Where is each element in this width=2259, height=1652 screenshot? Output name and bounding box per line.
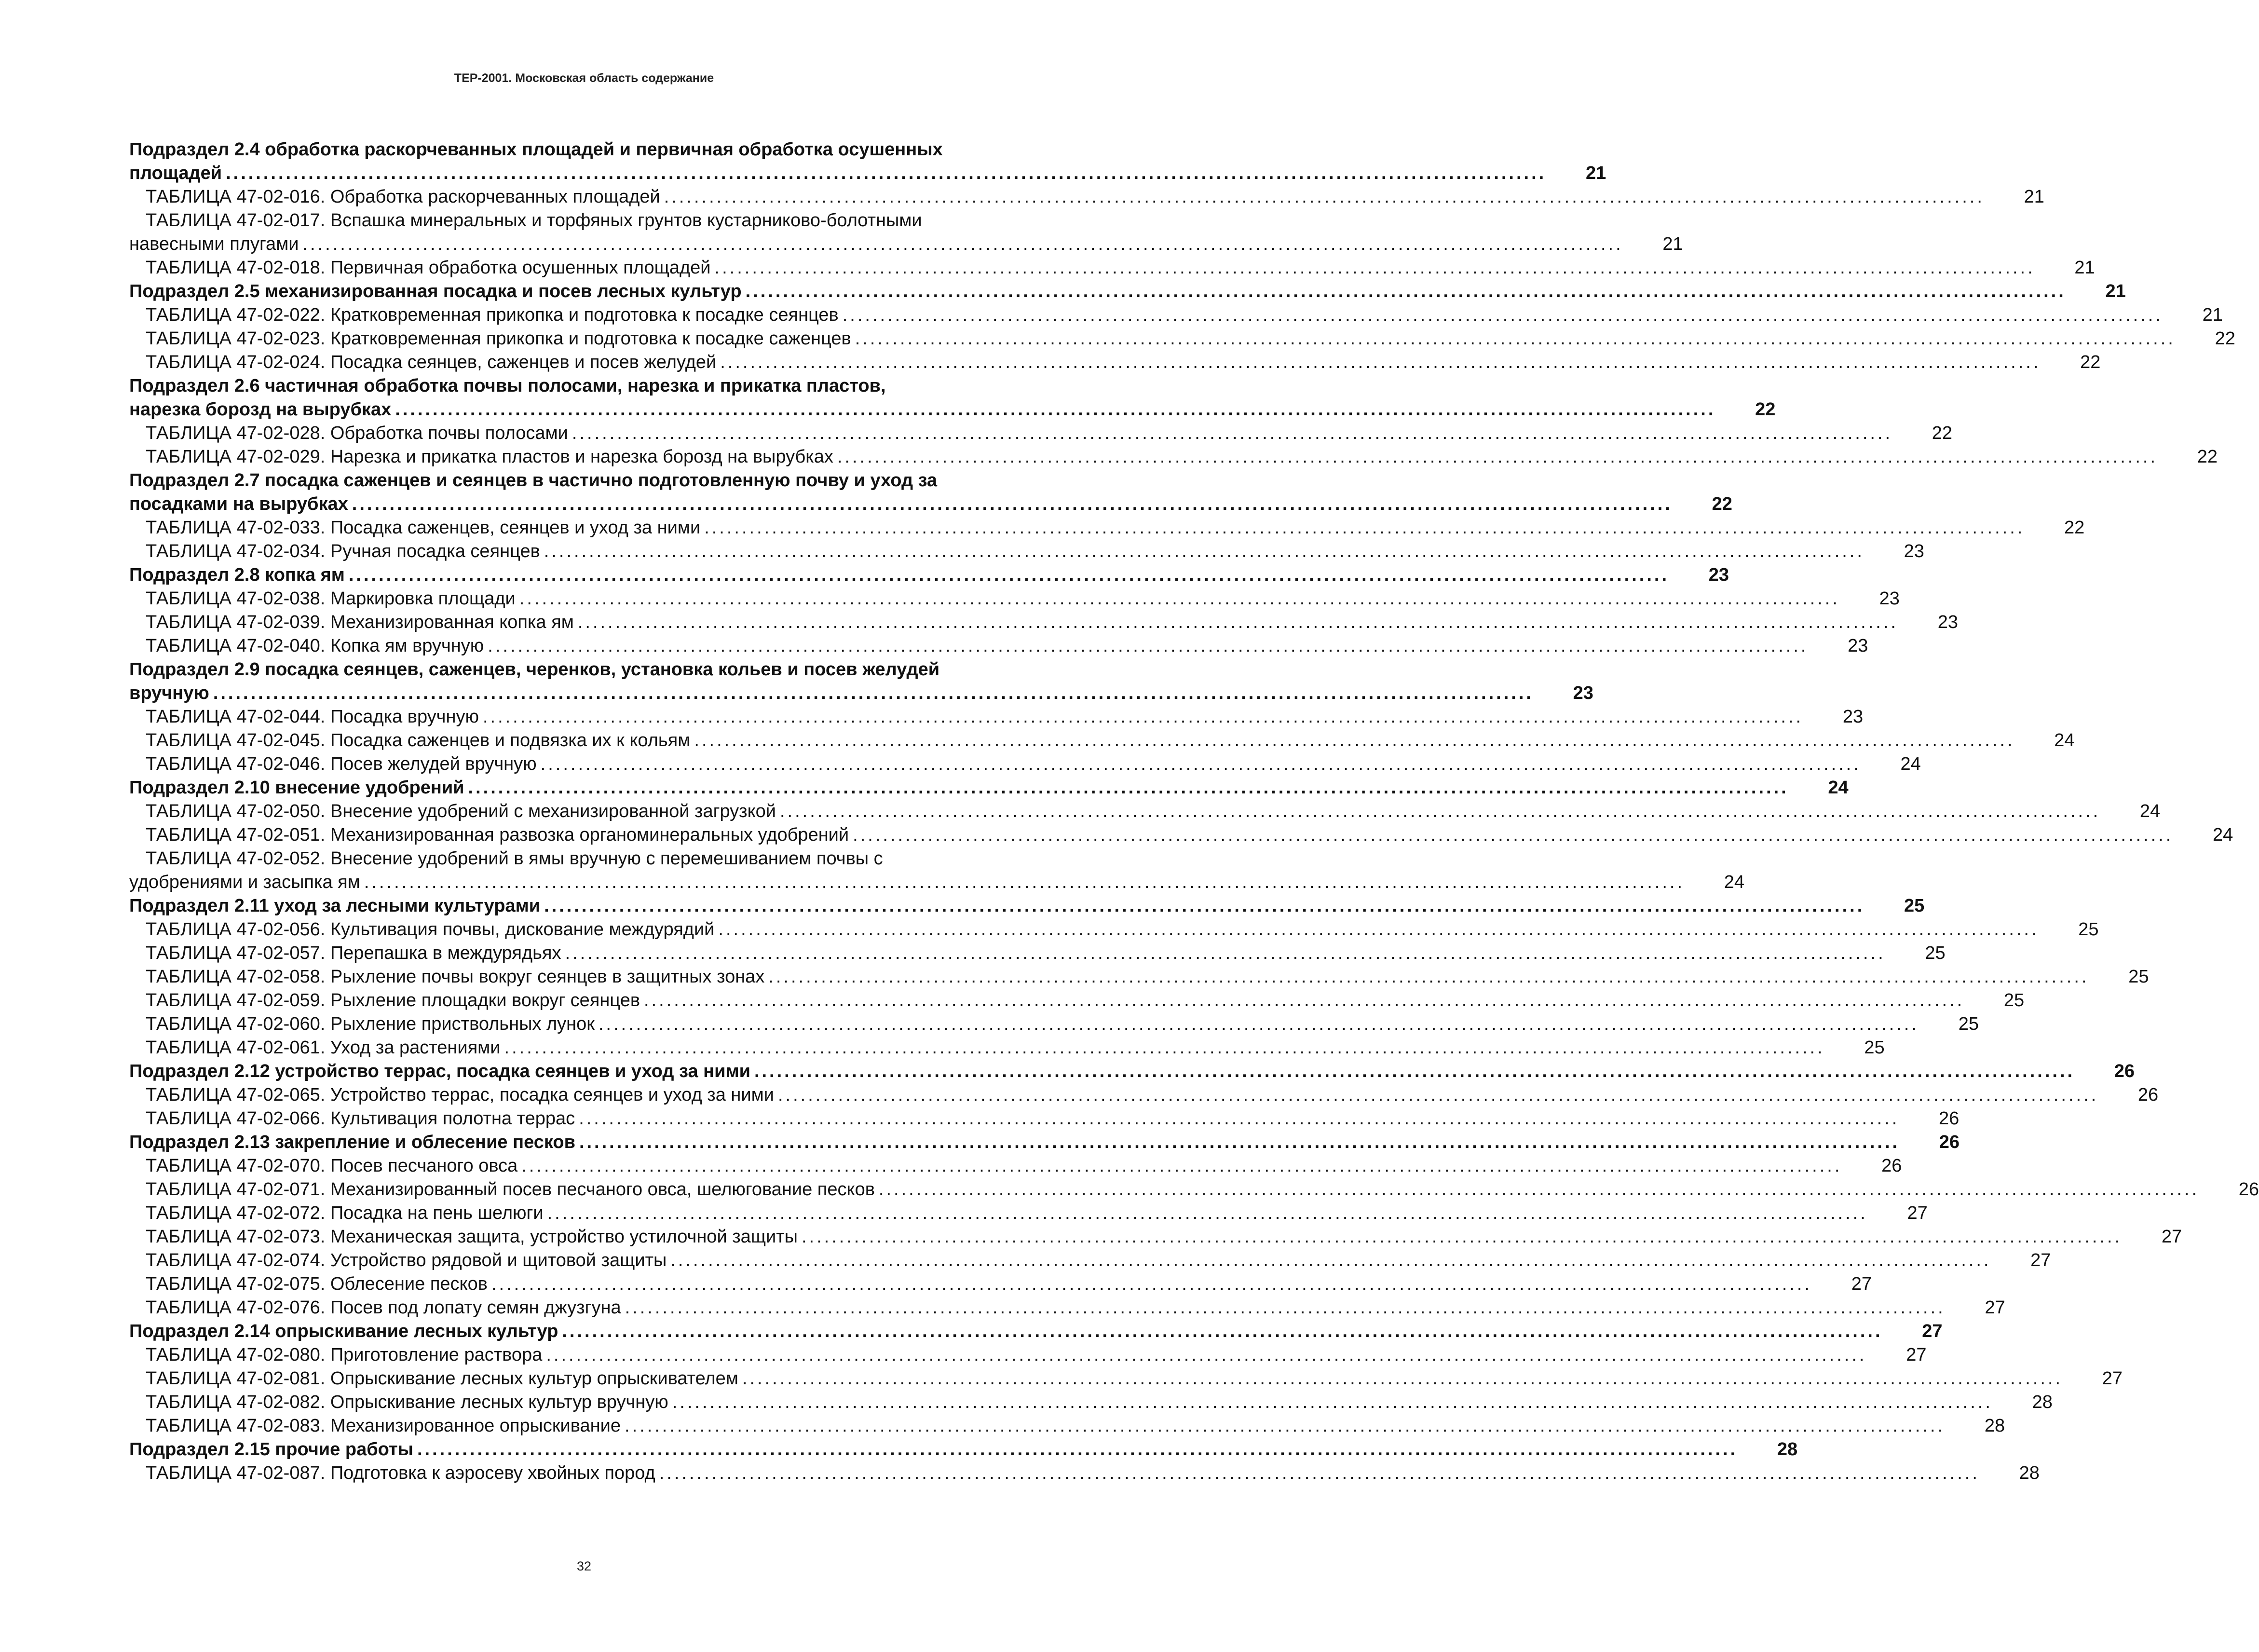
dot-leader: ................................................................................................................................................................................ <box>572 423 1893 443</box>
toc-table-entry[interactable] <box>129 918 2099 942</box>
dot-leader: ................................................................................................................................................................................ <box>364 872 1685 892</box>
dot-leader: ................................................................................................................................................................................ <box>579 1132 1900 1152</box>
toc-table-entry[interactable] <box>129 1012 1979 1036</box>
toc-page-number: 23 <box>1879 588 1900 609</box>
toc-entry-title: ТАБЛИЦА 47-02-046. Посев желудей вручную <box>146 754 537 774</box>
dot-leader: ................................................................................................................................................................................ <box>395 399 1716 420</box>
toc-entry-title: Подраздел 2.5 механизированная посадка и посев лесных культур <box>129 281 742 301</box>
toc-entry-title: ТАБЛИЦА 47-02-033. Посадка саженцев, сеянцев и уход за ними <box>146 518 701 538</box>
toc-entry-title: Подраздел 2.15 прочие работы <box>129 1439 413 1460</box>
toc-section-entry[interactable] <box>129 469 1732 516</box>
toc-entry-row <box>129 232 1683 256</box>
toc-page-number: 23 <box>1708 565 1729 585</box>
toc-entry-title-line: Подраздел 2.4 обработка раскорчеванных площадей и первичная обработка осушенных <box>129 139 943 160</box>
toc-page-number: 26 <box>1939 1132 1960 1152</box>
toc-section-entry[interactable] <box>129 138 1606 185</box>
toc-entry-row <box>129 1154 1902 1178</box>
toc-entry-row <box>129 563 1729 587</box>
toc-page-number: 28 <box>2032 1392 2053 1412</box>
dot-leader: ................................................................................................................................................................................ <box>754 1061 2075 1081</box>
toc-entry-row <box>129 1060 2135 1083</box>
dot-leader: ................................................................................................................................................................................ <box>714 258 2035 278</box>
toc-table-entry[interactable] <box>129 1414 2005 1438</box>
toc-entry-row <box>129 1343 1927 1367</box>
toc-entry-row <box>129 682 1593 705</box>
dot-leader: ................................................................................................................................................................................ <box>659 1463 1980 1483</box>
toc-page-number: 23 <box>1904 541 1924 561</box>
toc-entry-title: ТАБЛИЦА 47-02-083. Механизированное опрыскивание <box>146 1416 621 1436</box>
dot-leader: ................................................................................................................................................................................ <box>547 1203 1868 1223</box>
toc-page-number: 27 <box>1906 1345 1927 1365</box>
dot-leader: ................................................................................................................................................................................ <box>694 730 2015 751</box>
toc-entry-row <box>129 327 2235 351</box>
toc-table-entry[interactable] <box>129 1201 1928 1225</box>
toc-entry-row <box>129 492 1732 516</box>
toc-entry-title: Подраздел 2.11 уход за лесными культурами <box>129 896 541 916</box>
dot-leader: ................................................................................................................................................................................ <box>577 612 1898 632</box>
toc-page-number: 23 <box>1842 707 1864 727</box>
toc-table-entry[interactable] <box>129 1343 1927 1367</box>
toc-page-number: 25 <box>2003 990 2025 1010</box>
toc-section-entry[interactable] <box>129 374 1776 422</box>
toc-page-number: 26 <box>1939 1108 1960 1129</box>
toc-entry-row <box>129 1225 2182 1249</box>
dot-leader: ................................................................................................................................................................................ <box>352 494 1673 514</box>
toc-entry-row <box>129 894 1925 918</box>
toc-entry-row <box>129 162 1606 185</box>
toc-entry-row <box>129 351 2101 374</box>
toc-entry-row <box>129 1249 2051 1272</box>
toc-entry-title: ТАБЛИЦА 47-02-028. Обработка почвы полосами <box>146 423 568 443</box>
toc-entry-title: ТАБЛИЦА 47-02-058. Рыхление почвы вокруг сеянцев в защитных зонах <box>146 967 765 987</box>
toc-entry-title: навесными плугами <box>129 234 299 254</box>
dot-leader: ................................................................................................................................................................................ <box>468 778 1789 798</box>
page-header: ТЕР-2001. Московская область содержание <box>454 71 714 85</box>
toc-entry-row <box>129 1272 1872 1296</box>
toc-table-entry[interactable] <box>129 847 1744 894</box>
toc-section-entry[interactable] <box>129 563 1729 587</box>
toc-entry-title: площадей <box>129 163 222 183</box>
toc-table-entry[interactable] <box>129 1461 2040 1485</box>
toc-page-number: 22 <box>1712 494 1732 514</box>
toc-entry-title: Подраздел 2.14 опрыскивание лесных культур <box>129 1321 558 1341</box>
toc-table-entry[interactable] <box>129 422 1953 445</box>
toc-table-entry[interactable] <box>129 1296 2005 1320</box>
toc-entry-row <box>129 540 1924 563</box>
toc-entry-row <box>129 516 2085 540</box>
toc-page-number: 27 <box>2030 1250 2051 1270</box>
toc-page-number: 21 <box>2202 305 2223 325</box>
dot-leader: ................................................................................................................................................................................ <box>213 683 1534 703</box>
toc-page-number: 26 <box>2238 1179 2259 1200</box>
toc-page-number: 24 <box>1828 778 1849 798</box>
toc-table-entry[interactable] <box>129 1036 1885 1060</box>
dot-leader: ................................................................................................................................................................................ <box>745 281 2066 301</box>
toc-entry-title: Подраздел 2.10 внесение удобрений <box>129 778 464 798</box>
toc-page-number: 23 <box>1573 683 1593 703</box>
toc-page-number: 24 <box>2054 730 2075 751</box>
toc-page-number: 24 <box>2139 801 2161 821</box>
toc-table-entry[interactable] <box>129 800 2161 823</box>
dot-leader: ................................................................................................................................................................................ <box>565 943 1886 963</box>
dot-leader: ................................................................................................................................................................................ <box>488 636 1809 656</box>
toc-page-number: 28 <box>2019 1463 2040 1483</box>
dot-leader: ................................................................................................................................................................................ <box>226 163 1547 183</box>
toc-entry-row <box>129 800 2161 823</box>
toc-page-number: 25 <box>2128 967 2149 987</box>
toc-page-number: 25 <box>1904 896 1925 916</box>
toc-entry-row <box>129 989 2025 1012</box>
toc-table-entry[interactable] <box>129 587 1900 611</box>
toc-entry-title: ТАБЛИЦА 47-02-065. Устройство террас, посадка сеянцев и уход за ними <box>146 1085 774 1105</box>
toc-table-entry[interactable] <box>129 634 1868 658</box>
toc-page-number: 24 <box>1724 872 1744 892</box>
toc-entry-title: ТАБЛИЦА 47-02-070. Посев песчаного овса <box>146 1156 518 1176</box>
toc-page-number: 21 <box>2105 281 2126 301</box>
toc-entry-row <box>129 1107 1960 1131</box>
toc-section-entry[interactable] <box>129 1131 1960 1154</box>
dot-leader: ................................................................................................................................................................................ <box>853 825 2174 845</box>
toc-entry-title: ТАБЛИЦА 47-02-023. Кратковременная прикопка и подготовка к посадке саженцев <box>146 328 851 349</box>
toc-entry-title: ТАБЛИЦА 47-02-075. Облесение песков <box>146 1274 488 1294</box>
dot-leader: ................................................................................................................................................................................ <box>544 896 1865 916</box>
toc-table-entry[interactable] <box>129 989 2025 1012</box>
toc-entry-row <box>129 256 2095 280</box>
toc-section-entry[interactable] <box>129 658 1593 705</box>
dot-leader: ................................................................................................................................................................................ <box>644 990 1965 1010</box>
toc-entry-title: ТАБЛИЦА 47-02-060. Рыхление приствольных лунок <box>146 1014 595 1034</box>
toc-table-entry[interactable] <box>129 327 2235 351</box>
toc-page-number: 25 <box>1925 943 1946 963</box>
toc-section-entry[interactable] <box>129 894 1925 918</box>
toc-entry-title: ТАБЛИЦА 47-02-051. Механизированная развозка органоминеральных удобрений <box>146 825 849 845</box>
toc-entry-title: ТАБЛИЦА 47-02-056. Культивация почвы, дискование междурядий <box>146 919 715 940</box>
dot-leader: ................................................................................................................................................................................ <box>348 565 1669 585</box>
toc-entry-row <box>129 918 2099 942</box>
toc-entry-row <box>129 445 2218 469</box>
toc-page-number: 26 <box>2137 1085 2159 1105</box>
dot-leader: ................................................................................................................................................................................ <box>704 518 2025 538</box>
toc-page-number: 21 <box>1585 163 1606 183</box>
toc-page-number: 21 <box>1662 234 1683 254</box>
toc-table-entry[interactable] <box>129 1367 2123 1391</box>
dot-leader: ................................................................................................................................................................................ <box>625 1297 1946 1318</box>
toc-entry-title: ТАБЛИЦА 47-02-066. Культивация полотна террас <box>146 1108 575 1129</box>
toc-page-number: 22 <box>2080 352 2101 372</box>
toc-entry-row <box>129 752 1921 776</box>
toc-entry-row <box>129 1083 2159 1107</box>
toc-entry-row <box>129 185 2044 209</box>
toc-table-entry[interactable] <box>129 729 2075 752</box>
toc-entry-title: нарезка борозд на вырубках <box>129 399 392 420</box>
toc-entry-row <box>129 1391 2053 1414</box>
toc-entry-title: ТАБЛИЦА 47-02-076. Посев под лопату семян джузгуна <box>146 1297 621 1318</box>
dot-leader: ................................................................................................................................................................................ <box>540 754 1861 774</box>
dot-leader: ................................................................................................................................................................................ <box>546 1345 1867 1365</box>
dot-leader: ................................................................................................................................................................................ <box>521 1156 1842 1176</box>
dot-leader: ................................................................................................................................................................................ <box>720 352 2041 372</box>
toc-table-entry[interactable] <box>129 256 2095 280</box>
toc-entry-row <box>129 587 1900 611</box>
toc-entry-title: ТАБЛИЦА 47-02-072. Посадка на пень шелюги <box>146 1203 544 1223</box>
toc-page-number: 28 <box>1777 1439 1798 1460</box>
dot-leader: ................................................................................................................................................................................ <box>742 1368 2063 1389</box>
dot-leader: ................................................................................................................................................................................ <box>491 1274 1812 1294</box>
dot-leader: ................................................................................................................................................................................ <box>562 1321 1883 1341</box>
toc-section-entry[interactable] <box>129 1320 1943 1343</box>
dot-leader: ................................................................................................................................................................................ <box>519 588 1840 609</box>
toc-entry-title: ТАБЛИЦА 47-02-071. Механизированный посев песчаного овса, шелюгование песков <box>146 1179 875 1200</box>
toc-table-entry[interactable] <box>129 351 2101 374</box>
toc-page-number: 22 <box>1932 423 1953 443</box>
dot-leader: ................................................................................................................................................................................ <box>579 1108 1900 1129</box>
dot-leader: ................................................................................................................................................................................ <box>598 1014 1919 1034</box>
toc-entry-title: вручную <box>129 683 209 703</box>
toc-entry-title: ТАБЛИЦА 47-02-038. Маркировка площади <box>146 588 516 609</box>
toc-entry-row <box>129 1320 1943 1343</box>
toc-entry-title: удобрениями и засыпка ям <box>129 872 360 892</box>
dot-leader: ................................................................................................................................................................................ <box>417 1439 1738 1460</box>
toc-table-entry[interactable] <box>129 1272 1872 1296</box>
toc-page-number: 22 <box>1755 399 1776 420</box>
dot-leader: ................................................................................................................................................................................ <box>855 328 2176 349</box>
toc-page-number: 27 <box>1985 1297 2005 1318</box>
toc-table-entry[interactable] <box>129 942 1946 965</box>
toc-table-entry[interactable] <box>129 1178 2259 1201</box>
toc-entry-row <box>129 1296 2005 1320</box>
toc-entry-title: ТАБЛИЦА 47-02-016. Обработка раскорчеванных площадей <box>146 187 660 207</box>
toc-page-number: 25 <box>1864 1038 1885 1058</box>
toc-entry-row <box>129 1012 1979 1036</box>
dot-leader: ................................................................................................................................................................................ <box>625 1416 1946 1436</box>
dot-leader: ................................................................................................................................................................................ <box>842 305 2163 325</box>
toc-entry-title: ТАБЛИЦА 47-02-081. Опрыскивание лесных культур опрыскивателем <box>146 1368 738 1389</box>
toc-page-number: 27 <box>1851 1274 1872 1294</box>
toc-entry-title: ТАБЛИЦА 47-02-059. Рыхление площадки вокруг сеянцев <box>146 990 640 1010</box>
toc-entry-title: Подраздел 2.8 копка ям <box>129 565 345 585</box>
toc-page-number: 25 <box>2078 919 2099 940</box>
dot-leader: ................................................................................................................................................................................ <box>302 234 1623 254</box>
toc-entry-row <box>129 1036 1885 1060</box>
dot-leader: ................................................................................................................................................................................ <box>768 967 2089 987</box>
toc-entry-row <box>129 705 1864 729</box>
toc-entry-row <box>129 1367 2123 1391</box>
toc-entry-title: ТАБЛИЦА 47-02-022. Кратковременная прикопка и подготовка к посадке сеянцев <box>146 305 839 325</box>
toc-entry-row <box>129 1178 2259 1201</box>
toc-page-number: 27 <box>2161 1227 2182 1247</box>
toc-table-entry[interactable] <box>129 823 2233 847</box>
dot-leader: ................................................................................................................................................................................ <box>544 541 1864 561</box>
toc-section-entry[interactable] <box>129 280 2126 303</box>
toc-entry-title: ТАБЛИЦА 47-02-034. Ручная посадка сеянцев <box>146 541 540 561</box>
toc-section-entry[interactable] <box>129 1060 2135 1083</box>
toc-entry-title: ТАБЛИЦА 47-02-018. Первичная обработка осушенных площадей <box>146 258 711 278</box>
toc-entry-title: ТАБЛИЦА 47-02-024. Посадка сеянцев, саженцев и посев желудей <box>146 352 717 372</box>
toc-table-entry[interactable] <box>129 303 2223 327</box>
toc-page-number: 26 <box>2114 1061 2135 1081</box>
dot-leader: ................................................................................................................................................................................ <box>718 919 2039 940</box>
toc-entry-title: ТАБЛИЦА 47-02-050. Внесение удобрений с механизированной загрузкой <box>146 801 776 821</box>
toc-page-number: 21 <box>2024 187 2044 207</box>
toc-table-entry[interactable] <box>129 611 1958 634</box>
toc-table-entry[interactable] <box>129 965 2149 989</box>
dot-leader: ................................................................................................................................................................................ <box>672 1392 1993 1412</box>
dot-leader: ................................................................................................................................................................................ <box>802 1227 2123 1247</box>
toc-entry-title: посадками на вырубках <box>129 494 348 514</box>
toc-page-number: 27 <box>2102 1368 2123 1389</box>
toc-page-number: 24 <box>1900 754 1921 774</box>
toc-entry-title: ТАБЛИЦА 47-02-044. Посадка вручную <box>146 707 479 727</box>
toc-table-entry[interactable] <box>129 1083 2159 1107</box>
toc-page-number: 23 <box>1848 636 1868 656</box>
toc-entry-title: ТАБЛИЦА 47-02-029. Нарезка и прикатка пластов и нарезка борозд на вырубках <box>146 447 833 467</box>
toc-page-number: 26 <box>1881 1156 1902 1176</box>
toc-entry-title-line: ТАБЛИЦА 47-02-052. Внесение удобрений в ямы вручную с перемешиванием почвы с <box>146 848 883 869</box>
toc-entry-row <box>129 965 2149 989</box>
toc-table-entry[interactable] <box>129 1391 2053 1414</box>
toc-entry-row <box>129 823 2233 847</box>
toc-entry-title: ТАБЛИЦА 47-02-061. Уход за растениями <box>146 1038 501 1058</box>
toc-entry-row <box>129 1461 2040 1485</box>
toc-page-number: 28 <box>1984 1416 2005 1436</box>
toc-table-entry[interactable] <box>129 1107 1960 1131</box>
dot-leader: ................................................................................................................................................................................ <box>777 1085 2099 1105</box>
toc-page-number: 23 <box>1937 612 1958 632</box>
toc-table-entry[interactable] <box>129 445 2218 469</box>
toc-table-entry[interactable] <box>129 1249 2051 1272</box>
toc-table-entry[interactable] <box>129 1154 1902 1178</box>
toc-entry-title: ТАБЛИЦА 47-02-082. Опрыскивание лесных культур вручную <box>146 1392 668 1412</box>
dot-leader: ................................................................................................................................................................................ <box>482 707 1804 727</box>
toc-entry-row <box>129 280 2126 303</box>
toc-entry-title: ТАБЛИЦА 47-02-039. Механизированная копка ям <box>146 612 574 632</box>
toc-entry-row <box>129 634 1868 658</box>
toc-entry-row <box>129 1414 2005 1438</box>
toc-entry-row <box>129 422 1953 445</box>
toc-entry-title: Подраздел 2.12 устройство террас, посадка сеянцев и уход за ними <box>129 1061 750 1081</box>
toc-entry-title: ТАБЛИЦА 47-02-080. Приготовление раствора <box>146 1345 543 1365</box>
toc-table-entry[interactable] <box>129 752 1921 776</box>
page-number: 32 <box>576 1559 592 1573</box>
toc-page-number: 27 <box>1907 1203 1928 1223</box>
toc-entry-title: ТАБЛИЦА 47-02-057. Перепашка в междурядьях <box>146 943 561 963</box>
dot-leader: ................................................................................................................................................................................ <box>504 1038 1825 1058</box>
toc-table-entry[interactable] <box>129 540 1924 563</box>
dot-leader: ................................................................................................................................................................................ <box>664 187 1985 207</box>
toc-page-number: 25 <box>1958 1014 1979 1034</box>
toc-page-number: 22 <box>2197 447 2218 467</box>
toc-entry-title: ТАБЛИЦА 47-02-040. Копка ям вручную <box>146 636 484 656</box>
toc-entry-row <box>129 776 1849 800</box>
toc-page-number: 24 <box>2213 825 2233 845</box>
dot-leader: ................................................................................................................................................................................ <box>878 1179 2200 1200</box>
table-of-contents <box>129 138 2259 1485</box>
dot-leader: ................................................................................................................................................................................ <box>780 801 2101 821</box>
toc-entry-row <box>129 611 1958 634</box>
toc-page-number: 22 <box>2064 518 2085 538</box>
toc-section-entry[interactable] <box>129 776 1849 800</box>
toc-entry-title: ТАБЛИЦА 47-02-045. Посадка саженцев и подвязка их к кольям <box>146 730 691 751</box>
toc-entry-row <box>129 1201 1928 1225</box>
toc-entry-title: ТАБЛИЦА 47-02-074. Устройство рядовой и щитовой защиты <box>146 1250 667 1270</box>
toc-entry-row <box>129 303 2223 327</box>
toc-section-entry[interactable] <box>129 1438 1798 1461</box>
toc-table-entry[interactable] <box>129 516 2085 540</box>
toc-entry-title-line: Подраздел 2.7 посадка саженцев и сеянцев в частично подготовленную почву и уход за <box>129 470 938 491</box>
toc-entry-row <box>129 398 1776 422</box>
toc-page-number: 22 <box>2215 328 2235 349</box>
toc-entry-title: ТАБЛИЦА 47-02-073. Механическая защита, устройство устилочной защиты <box>146 1227 798 1247</box>
dot-leader: ................................................................................................................................................................................ <box>670 1250 1991 1270</box>
toc-entry-title: Подраздел 2.13 закрепление и облесение песков <box>129 1132 575 1152</box>
toc-entry-row <box>129 1438 1798 1461</box>
toc-entry-row <box>129 1131 1960 1154</box>
toc-table-entry[interactable] <box>129 185 2044 209</box>
toc-table-entry[interactable] <box>129 209 1683 256</box>
toc-page-number: 27 <box>1922 1321 1943 1341</box>
toc-page-number: 21 <box>2074 258 2095 278</box>
toc-table-entry[interactable] <box>129 705 1864 729</box>
toc-entry-row <box>129 729 2075 752</box>
toc-table-entry[interactable] <box>129 1225 2182 1249</box>
dot-leader: ................................................................................................................................................................................ <box>837 447 2158 467</box>
toc-entry-row <box>129 871 1744 894</box>
toc-entry-title-line: Подраздел 2.9 посадка сеянцев, саженцев, черенков, установка кольев и посев желудей <box>129 659 940 680</box>
toc-entry-title-line: Подраздел 2.6 частичная обработка почвы полосами, нарезка и прикатка пластов, <box>129 376 886 396</box>
toc-entry-title-line: ТАБЛИЦА 47-02-017. Вспашка минеральных и торфяных грунтов кустарниково-болотными <box>146 210 922 231</box>
toc-entry-title: ТАБЛИЦА 47-02-087. Подготовка к аэросеву хвойных пород <box>146 1463 655 1483</box>
toc-entry-row <box>129 942 1946 965</box>
